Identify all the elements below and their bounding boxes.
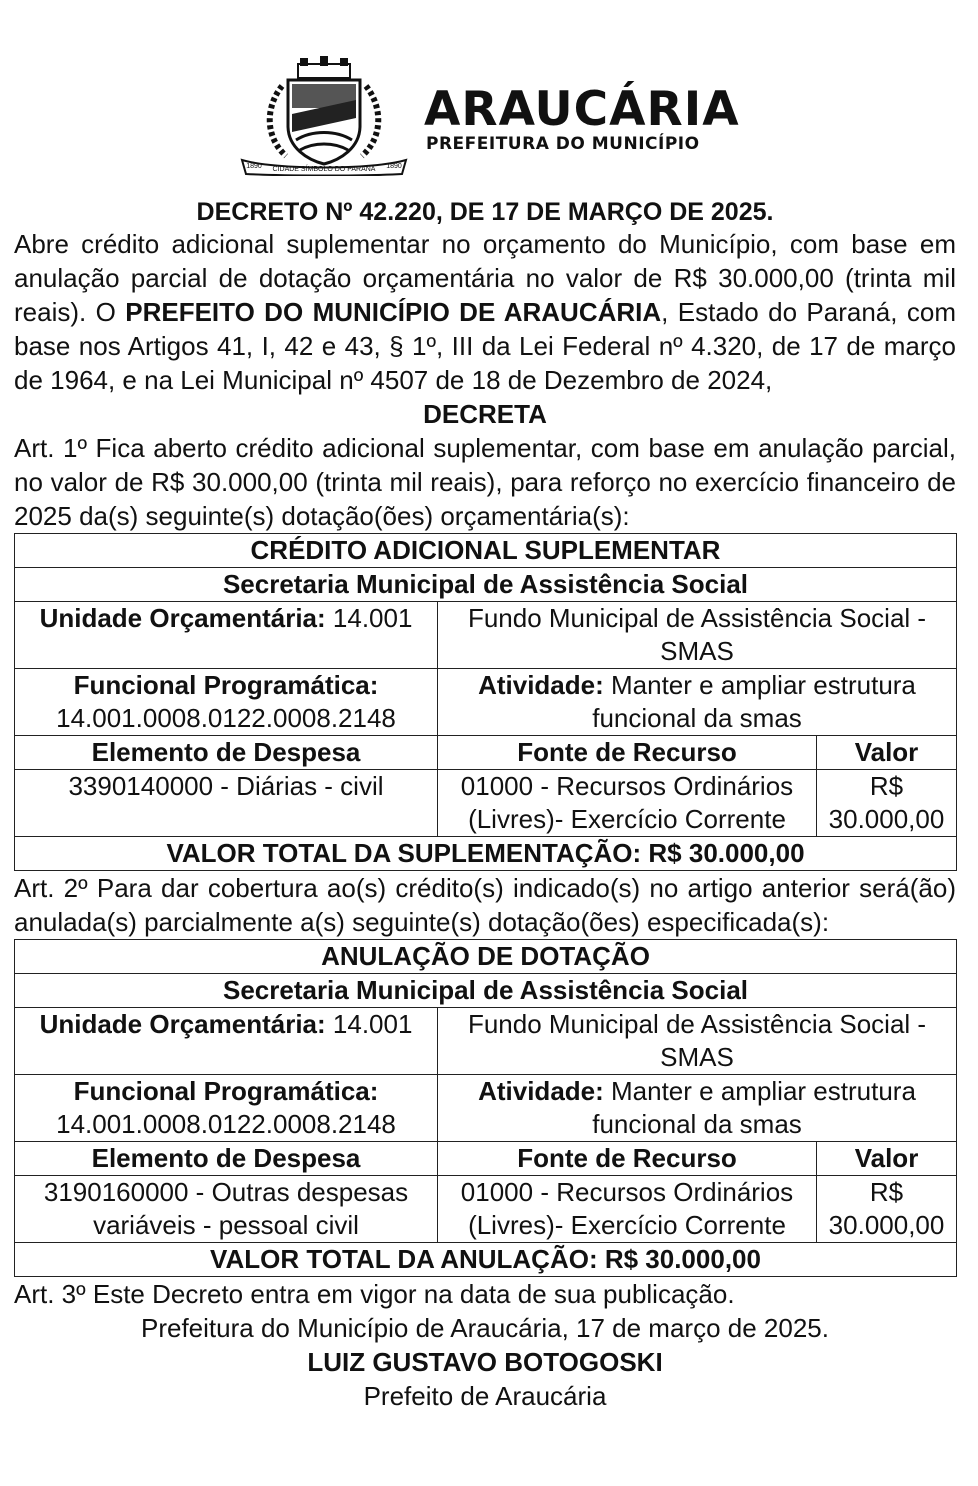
municipal-crest-icon — [236, 56, 412, 176]
funcional-code: 14.001.0008.0122.0008.2148 — [56, 703, 396, 733]
article-1: Art. 1º Fica aberto crédito adicional suplementar, com base em anulação parcial, no valor de R$ 30.000,00 (trinta mil reais), para reforço no exercício financeiro de 2025 da(s) seguinte(s) dotação(ões) orçamentária(s): — [14, 433, 956, 531]
col-valor: Valor — [817, 736, 957, 770]
supplementary-credit-table — [14, 533, 957, 871]
fonte-value: 01000 - Recursos Ordinários (Livres)- Exercício Corrente — [438, 1176, 817, 1243]
decree-page — [14, 0, 956, 1413]
brand — [424, 82, 740, 154]
article-3: Art. 3º Este Decreto entra em vigor na data de sua publicação. — [14, 1279, 735, 1309]
crest-year-right: 1890 — [386, 163, 402, 170]
elemento-value: 3190160000 - Outras despesas variáveis - pessoal civil — [15, 1176, 438, 1243]
funcional-label: Funcional Programática: — [73, 670, 379, 700]
table-title: CRÉDITO ADICIONAL SUPLEMENTAR — [15, 534, 957, 568]
decree-title: DECRETO Nº 42.220, DE 17 DE MARÇO DE 2025. — [196, 198, 774, 226]
unidade-cell — [15, 1008, 438, 1075]
intro-text-1: Abre crédito adicional suplementar no orçamento do Município, com base em anulação parcial de dotação orçamentária no valor de R$ 30.000,00 (trinta mil reais). O — [14, 229, 956, 327]
unidade-label: Unidade Orçamentária: — [39, 603, 326, 633]
crest-motto: CIDADE SÍMBOLO DO PARANÁ — [272, 166, 376, 173]
col-elemento: Elemento de Despesa — [15, 736, 438, 770]
fonte-value: 01000 - Recursos Ordinários (Livres)- Exercício Corrente — [438, 770, 817, 837]
brand-subtitle: PREFEITURA DO MUNICÍPIO — [426, 134, 700, 154]
decreta-heading: DECRETA — [423, 399, 547, 429]
atividade-cell — [438, 1075, 957, 1142]
secretaria: Secretaria Municipal de Assistência Social — [15, 568, 957, 602]
unidade-code: 14.001 — [325, 603, 413, 633]
funcional-cell — [15, 669, 438, 736]
decree-intro — [14, 227, 956, 397]
unidade-cell — [15, 602, 438, 669]
secretaria: Secretaria Municipal de Assistência Social — [15, 974, 957, 1008]
atividade-text: Manter e ampliar estrutura funcional da smas — [592, 1076, 916, 1139]
table-total: VALOR TOTAL DA ANULAÇÃO: R$ 30.000,00 — [15, 1243, 957, 1277]
funcional-code: 14.001.0008.0122.0008.2148 — [56, 1109, 396, 1139]
table-total: VALOR TOTAL DA SUPLEMENTAÇÃO: R$ 30.000,00 — [15, 837, 957, 871]
signer-name: LUIZ GUSTAVO BOTOGOSKI — [307, 1347, 663, 1377]
closing-line: Prefeitura do Município de Araucária, 17 de março de 2025. — [141, 1313, 829, 1343]
letterhead — [14, 0, 956, 185]
col-valor: Valor — [817, 1142, 957, 1176]
brand-name: ARAUCÁRIA — [424, 82, 740, 137]
col-fonte: Fonte de Recurso — [438, 1142, 817, 1176]
atividade-label: Atividade: — [478, 1076, 604, 1106]
elemento-value: 3390140000 - Diárias - civil — [15, 770, 438, 837]
unidade-code: 14.001 — [325, 1009, 413, 1039]
atividade-cell — [438, 669, 957, 736]
unidade-label: Unidade Orçamentária: — [39, 1009, 326, 1039]
annulment-table — [14, 939, 957, 1277]
valor-value: R$ 30.000,00 — [817, 770, 957, 837]
col-fonte: Fonte de Recurso — [438, 736, 817, 770]
unidade-name: Fundo Municipal de Assistência Social - SMAS — [438, 602, 957, 669]
col-elemento: Elemento de Despesa — [15, 1142, 438, 1176]
intro-bold: PREFEITO DO MUNICÍPIO DE ARAUCÁRIA — [125, 297, 662, 327]
article-2: Art. 2º Para dar cobertura ao(s) crédito(s) indicado(s) no artigo anterior será(ão) anulada(s) parcialmente a(s) seguinte(s) dotação(ões) especificada(s): — [14, 873, 956, 937]
unidade-name: Fundo Municipal de Assistência Social - SMAS — [438, 1008, 957, 1075]
funcional-label: Funcional Programática: — [73, 1076, 379, 1106]
signer-role: Prefeito de Araucária — [363, 1381, 607, 1411]
atividade-label: Atividade: — [478, 670, 604, 700]
funcional-cell — [15, 1075, 438, 1142]
valor-value: R$ 30.000,00 — [817, 1176, 957, 1243]
atividade-text: Manter e ampliar estrutura funcional da smas — [592, 670, 916, 733]
table-title: ANULAÇÃO DE DOTAÇÃO — [15, 940, 957, 974]
intro-text-2: , Estado do Paraná, com base nos Artigos 41, I, 42 e 43, § 1º, III da Lei Federal nº 4.320, de 17 de março de 1964, e na Lei Municipal nº 4507 de 18 de Dezembro de 2024, — [14, 297, 956, 395]
crest-year-left: 1890 — [246, 163, 262, 170]
